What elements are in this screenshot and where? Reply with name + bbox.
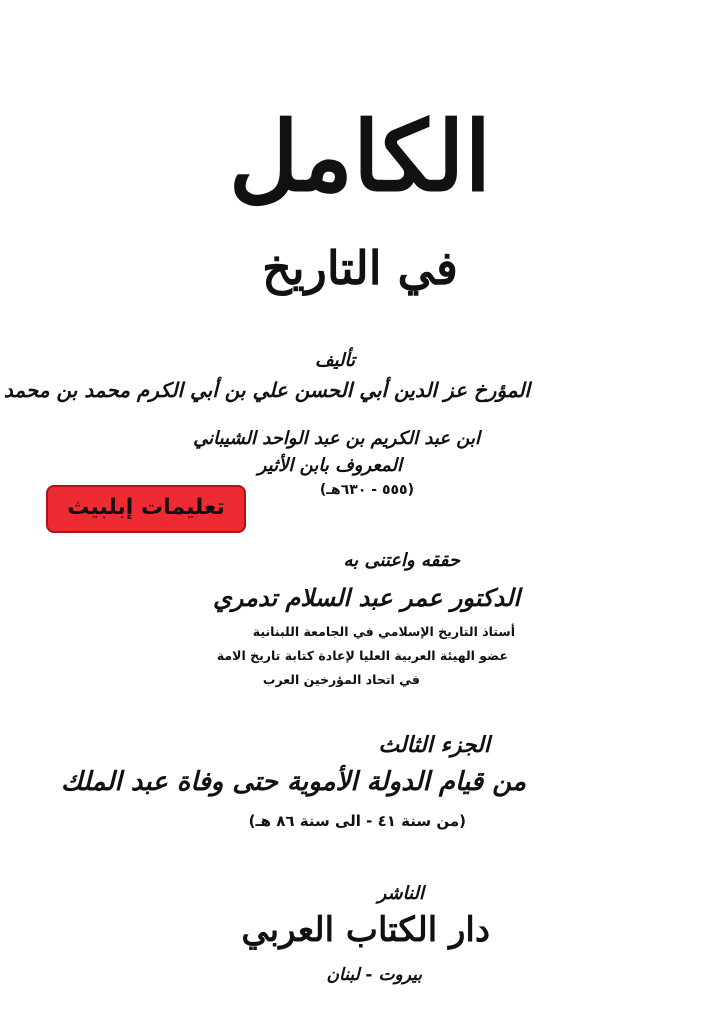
author-name-line-3: المعروف بابن الأثير [257, 455, 402, 476]
editor-affiliation: أستاذ التاريخ الإسلامي في الجامعة اللبنانية [252, 624, 515, 639]
author-name-line-2: ابن عبد الكريم بن عبد الواحد الشيباني [193, 428, 480, 449]
editor-name: الدكتور عمر عبد السلام تدمري [213, 584, 520, 612]
publisher-label: الناشر [377, 883, 424, 904]
author-name-line-1: المؤرخ عز الدين أبي الحسن علي بن أبي الكرم محمد بن محمد [3, 378, 530, 402]
publisher-city: بيروت - لبنان [326, 965, 422, 985]
book-subtitle: في التاريخ [262, 241, 458, 295]
editor-affiliation: في اتحاد المؤرخين العرب [262, 672, 420, 687]
editor-affiliation: عضو الهيئة العربية العليا لإعادة كتابة تاريخ الامة [216, 648, 508, 663]
volume-year-range: (من سنة ٤١ - الى سنة ٨٦ هـ) [248, 812, 466, 830]
author-label: تأليف [314, 350, 355, 371]
author-dates: (٥٥٥ - ٦٣٠هـ) [319, 482, 414, 498]
volume-topic: من قيام الدولة الأموية حتى وفاة عبد الملك [61, 767, 526, 797]
editor-label: حققه واعتنى به [343, 550, 460, 571]
red-stamp-label: تعليمات إبلبيث [46, 485, 246, 533]
book-title: الكامل [228, 100, 492, 213]
volume-label: الجزء الثالث [378, 733, 490, 758]
publisher-name: دار الكتاب العربي [241, 910, 490, 950]
